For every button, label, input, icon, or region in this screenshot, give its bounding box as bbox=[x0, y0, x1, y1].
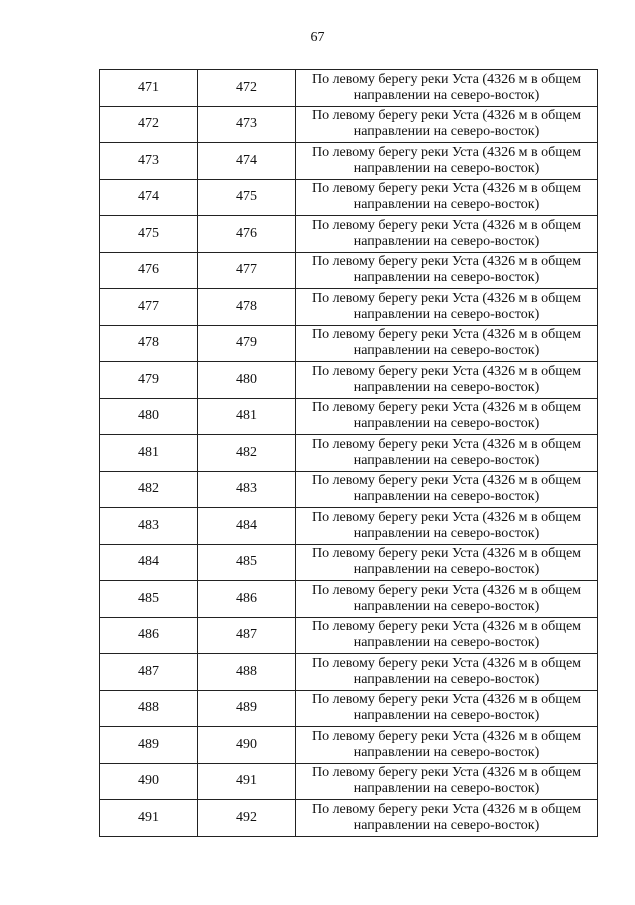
point-from-cell: 486 bbox=[100, 617, 198, 654]
point-from-cell: 482 bbox=[100, 471, 198, 508]
boundary-description-cell bbox=[296, 325, 598, 362]
boundary-description-text: По левому берегу реки Уста (4326 м в общем направлении на северо-восток) bbox=[311, 509, 582, 541]
boundary-description-cell bbox=[296, 398, 598, 435]
table-row bbox=[100, 179, 598, 216]
point-to-cell: 477 bbox=[198, 252, 296, 289]
point-to-cell: 491 bbox=[198, 763, 296, 800]
point-to-cell: 492 bbox=[198, 800, 296, 837]
table-row bbox=[100, 763, 598, 800]
table-row bbox=[100, 289, 598, 326]
boundary-description-text: По левому берегу реки Уста (4326 м в общем направлении на северо-восток) bbox=[311, 436, 582, 468]
boundary-description-cell bbox=[296, 106, 598, 143]
boundary-description-cell bbox=[296, 435, 598, 472]
boundary-description-text: По левому берегу реки Уста (4326 м в общем направлении на северо-восток) bbox=[311, 728, 582, 760]
point-from-cell: 490 bbox=[100, 763, 198, 800]
table-row bbox=[100, 143, 598, 180]
boundary-description-cell bbox=[296, 763, 598, 800]
boundary-description-text: По левому берегу реки Уста (4326 м в общем направлении на северо-восток) bbox=[311, 546, 582, 578]
point-to-cell: 476 bbox=[198, 216, 296, 253]
boundary-description-text: По левому берегу реки Уста (4326 м в общем направлении на северо-восток) bbox=[311, 108, 582, 140]
table-row bbox=[100, 362, 598, 399]
point-to-cell: 487 bbox=[198, 617, 296, 654]
boundary-description-cell bbox=[296, 289, 598, 326]
boundary-description-text: По левому берегу реки Уста (4326 м в общем направлении на северо-восток) bbox=[311, 400, 582, 432]
boundary-description-cell bbox=[296, 690, 598, 727]
point-from-cell: 485 bbox=[100, 581, 198, 618]
point-to-cell: 490 bbox=[198, 727, 296, 764]
boundary-description-cell bbox=[296, 362, 598, 399]
boundary-description-text: По левому берегу реки Уста (4326 м в общем направлении на северо-восток) bbox=[311, 801, 582, 833]
boundary-description-cell bbox=[296, 471, 598, 508]
point-from-cell: 491 bbox=[100, 800, 198, 837]
boundary-description-text: По левому берегу реки Уста (4326 м в общем направлении на северо-восток) bbox=[311, 582, 582, 614]
boundary-description-cell bbox=[296, 727, 598, 764]
table-row bbox=[100, 216, 598, 253]
point-from-cell: 480 bbox=[100, 398, 198, 435]
boundary-description-text: По левому берегу реки Уста (4326 м в общем направлении на северо-восток) bbox=[311, 254, 582, 286]
boundary-table bbox=[99, 69, 598, 837]
point-from-cell: 483 bbox=[100, 508, 198, 545]
point-from-cell: 471 bbox=[100, 70, 198, 107]
point-to-cell: 474 bbox=[198, 143, 296, 180]
boundary-description-text: По левому берегу реки Уста (4326 м в общем направлении на северо-восток) bbox=[311, 71, 582, 103]
table-body bbox=[100, 70, 598, 837]
point-to-cell: 484 bbox=[198, 508, 296, 545]
boundary-description-text: По левому берегу реки Уста (4326 м в общем направлении на северо-восток) bbox=[311, 181, 582, 213]
point-from-cell: 474 bbox=[100, 179, 198, 216]
boundary-description-cell bbox=[296, 654, 598, 691]
point-from-cell: 472 bbox=[100, 106, 198, 143]
boundary-description-text: По левому берегу реки Уста (4326 м в общем направлении на северо-восток) bbox=[311, 765, 582, 797]
point-to-cell: 478 bbox=[198, 289, 296, 326]
table-row bbox=[100, 581, 598, 618]
boundary-description-cell bbox=[296, 800, 598, 837]
page-number: 67 bbox=[310, 30, 325, 45]
point-to-cell: 489 bbox=[198, 690, 296, 727]
point-to-cell: 473 bbox=[198, 106, 296, 143]
boundary-description-cell bbox=[296, 617, 598, 654]
table-row bbox=[100, 106, 598, 143]
boundary-description-text: По левому берегу реки Уста (4326 м в общем направлении на северо-восток) bbox=[311, 363, 582, 395]
point-to-cell: 481 bbox=[198, 398, 296, 435]
boundary-description-text: По левому берегу реки Уста (4326 м в общем направлении на северо-восток) bbox=[311, 655, 582, 687]
point-to-cell: 480 bbox=[198, 362, 296, 399]
table-row bbox=[100, 544, 598, 581]
point-to-cell: 472 bbox=[198, 70, 296, 107]
point-from-cell: 481 bbox=[100, 435, 198, 472]
boundary-description-cell bbox=[296, 544, 598, 581]
table-row bbox=[100, 654, 598, 691]
boundary-description-text: По левому берегу реки Уста (4326 м в общем направлении на северо-восток) bbox=[311, 144, 582, 176]
boundary-description-text: По левому берегу реки Уста (4326 м в общем направлении на северо-восток) bbox=[311, 619, 582, 651]
boundary-description-text: По левому берегу реки Уста (4326 м в общем направлении на северо-восток) bbox=[311, 290, 582, 322]
boundary-description-text: По левому берегу реки Уста (4326 м в общем направлении на северо-восток) bbox=[311, 217, 582, 249]
table-row bbox=[100, 617, 598, 654]
point-from-cell: 488 bbox=[100, 690, 198, 727]
table-row bbox=[100, 690, 598, 727]
table-row bbox=[100, 252, 598, 289]
boundary-description-cell bbox=[296, 179, 598, 216]
table-row bbox=[100, 435, 598, 472]
point-from-cell: 489 bbox=[100, 727, 198, 764]
boundary-description-cell bbox=[296, 70, 598, 107]
boundary-description-cell bbox=[296, 581, 598, 618]
boundary-description-cell bbox=[296, 216, 598, 253]
point-from-cell: 473 bbox=[100, 143, 198, 180]
boundary-description-cell bbox=[296, 252, 598, 289]
table-row bbox=[100, 800, 598, 837]
point-from-cell: 475 bbox=[100, 216, 198, 253]
point-from-cell: 477 bbox=[100, 289, 198, 326]
boundary-description-cell bbox=[296, 143, 598, 180]
table-row bbox=[100, 508, 598, 545]
table-row bbox=[100, 727, 598, 764]
boundary-description-text: По левому берегу реки Уста (4326 м в общем направлении на северо-восток) bbox=[311, 692, 582, 724]
point-from-cell: 479 bbox=[100, 362, 198, 399]
boundary-description-text: По левому берегу реки Уста (4326 м в общем направлении на северо-восток) bbox=[311, 327, 582, 359]
point-to-cell: 479 bbox=[198, 325, 296, 362]
boundary-description-cell bbox=[296, 508, 598, 545]
table-row bbox=[100, 471, 598, 508]
table-row bbox=[100, 70, 598, 107]
boundary-description-text: По левому берегу реки Уста (4326 м в общем направлении на северо-восток) bbox=[311, 473, 582, 505]
point-from-cell: 478 bbox=[100, 325, 198, 362]
point-to-cell: 486 bbox=[198, 581, 296, 618]
point-from-cell: 476 bbox=[100, 252, 198, 289]
point-from-cell: 487 bbox=[100, 654, 198, 691]
point-to-cell: 488 bbox=[198, 654, 296, 691]
table-row bbox=[100, 398, 598, 435]
point-to-cell: 485 bbox=[198, 544, 296, 581]
table-row bbox=[100, 325, 598, 362]
point-to-cell: 475 bbox=[198, 179, 296, 216]
point-to-cell: 483 bbox=[198, 471, 296, 508]
point-from-cell: 484 bbox=[100, 544, 198, 581]
point-to-cell: 482 bbox=[198, 435, 296, 472]
